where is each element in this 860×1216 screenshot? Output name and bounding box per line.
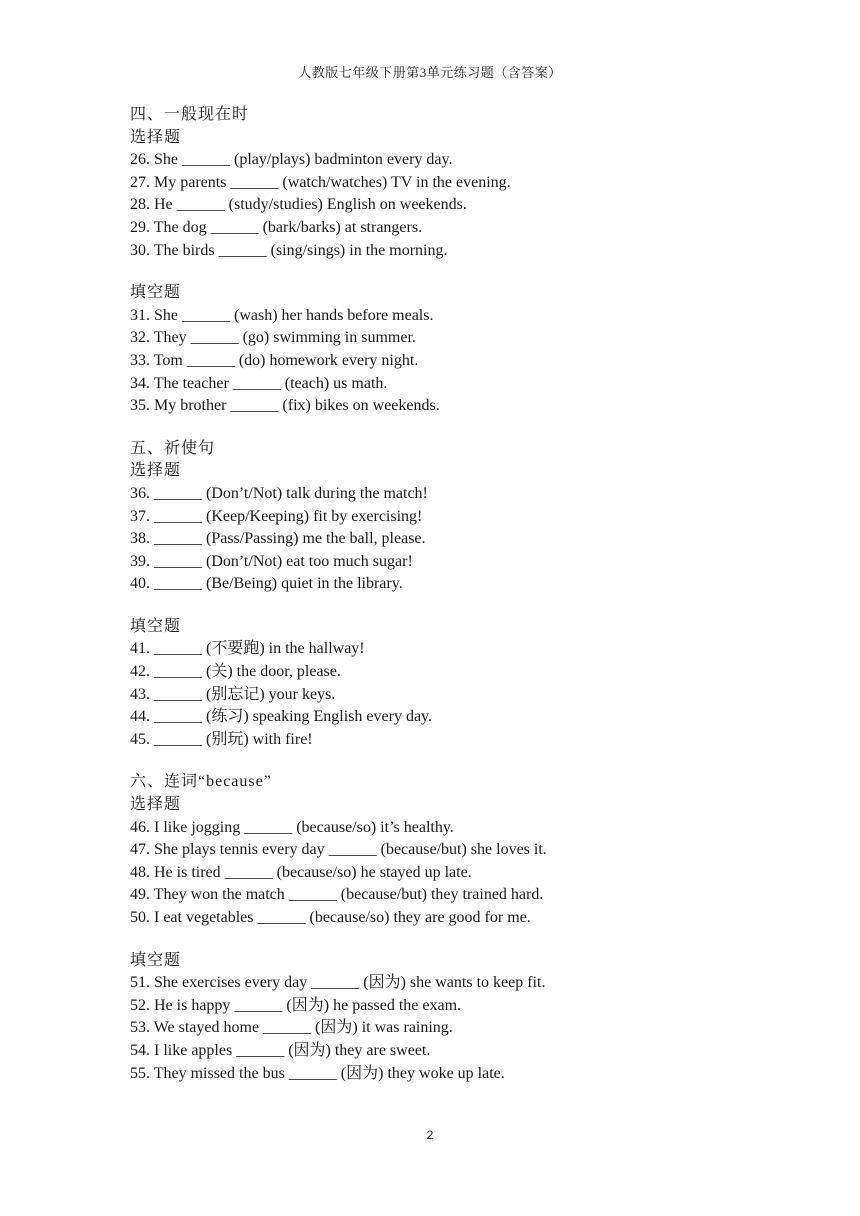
question-item: 43. ______ (别忘记) your keys. bbox=[130, 685, 336, 703]
spacer bbox=[130, 751, 750, 771]
section-title: 四、一般现在时 bbox=[130, 106, 250, 123]
group-label: 选择题 bbox=[130, 796, 182, 814]
group-label: 选择题 bbox=[130, 462, 182, 480]
question-item: 33. Tom ______ (do) homework every night. bbox=[130, 351, 419, 369]
question-item: 44. ______ (练习) speaking English every day. bbox=[130, 708, 433, 726]
page-header: 人教版七年级下册第3单元练习题（含答案） bbox=[298, 65, 562, 80]
question-item: 49. They won the match ______ (because/but) they trained hard. bbox=[130, 886, 544, 904]
question-item: 53. We stayed home ______ (因为) it was raining. bbox=[130, 1019, 453, 1037]
question-item: 48. He is tired ______ (because/so) he stayed up late. bbox=[130, 863, 472, 881]
spacer bbox=[130, 262, 750, 282]
group-label: 填空题 bbox=[130, 951, 182, 969]
spacer bbox=[130, 930, 750, 950]
group-label: 填空题 bbox=[130, 617, 182, 635]
question-item: 37. ______ (Keep/Keeping) fit by exercising! bbox=[130, 507, 423, 525]
question-item: 52. He is happy ______ (因为) he passed the exam. bbox=[130, 996, 462, 1014]
section-title: 五、祈使句 bbox=[130, 439, 216, 457]
question-item: 42. ______ (关) the door, please. bbox=[130, 663, 341, 681]
question-item: 45. ______ (别玩) with fire! bbox=[130, 730, 313, 748]
question-item: 32. They ______ (go) swimming in summer. bbox=[130, 329, 416, 347]
page-number: 2 bbox=[426, 1128, 434, 1142]
question-item: 55. They missed the bus ______ (因为) they woke up late. bbox=[130, 1064, 505, 1082]
section-title: 六、连词“because” bbox=[130, 773, 272, 791]
question-item: 51. She exercises every day ______ (因为) she wants to keep fit. bbox=[130, 974, 546, 992]
question-item: 39. ______ (Don’t/Not) eat too much sugar! bbox=[130, 552, 413, 570]
question-item: 38. ______ (Pass/Passing) me the ball, please. bbox=[130, 530, 426, 548]
spacer bbox=[130, 596, 750, 616]
question-item: 35. My brother ______ (fix) bikes on weekends. bbox=[130, 397, 440, 415]
question-item: 27. My parents ______ (watch/watches) TV in the evening. bbox=[130, 173, 511, 191]
question-item: 34. The teacher ______ (teach) us math. bbox=[130, 374, 388, 392]
question-item: 47. She plays tennis every day ______ (because/but) she loves it. bbox=[130, 841, 547, 859]
question-item: 46. I like jogging ______ (because/so) it’s healthy. bbox=[130, 818, 454, 836]
question-item: 29. The dog ______ (bark/barks) at strangers. bbox=[130, 218, 423, 236]
question-item: 26. She ______ (play/plays) badminton every day. bbox=[130, 151, 453, 169]
spacer bbox=[130, 418, 750, 438]
question-item: 28. He ______ (study/studies) English on weekends. bbox=[130, 196, 467, 214]
question-item: 50. I eat vegetables ______ (because/so) they are good for me. bbox=[130, 909, 531, 926]
group-label: 选择题 bbox=[130, 128, 182, 146]
question-item: 40. ______ (Be/Being) quiet in the library. bbox=[130, 575, 403, 593]
group-label: 填空题 bbox=[130, 284, 182, 302]
question-item: 36. ______ (Don’t/Not) talk during the match! bbox=[130, 484, 428, 502]
question-item: 31. She ______ (wash) her hands before meals. bbox=[130, 306, 434, 324]
worksheet-content bbox=[130, 104, 750, 1085]
question-item: 30. The birds ______ (sing/sings) in the morning. bbox=[130, 241, 448, 259]
question-item: 41. ______ (不要跑) in the hallway! bbox=[130, 640, 365, 658]
question-item: 54. I like apples ______ (因为) they are sweet. bbox=[130, 1041, 431, 1059]
